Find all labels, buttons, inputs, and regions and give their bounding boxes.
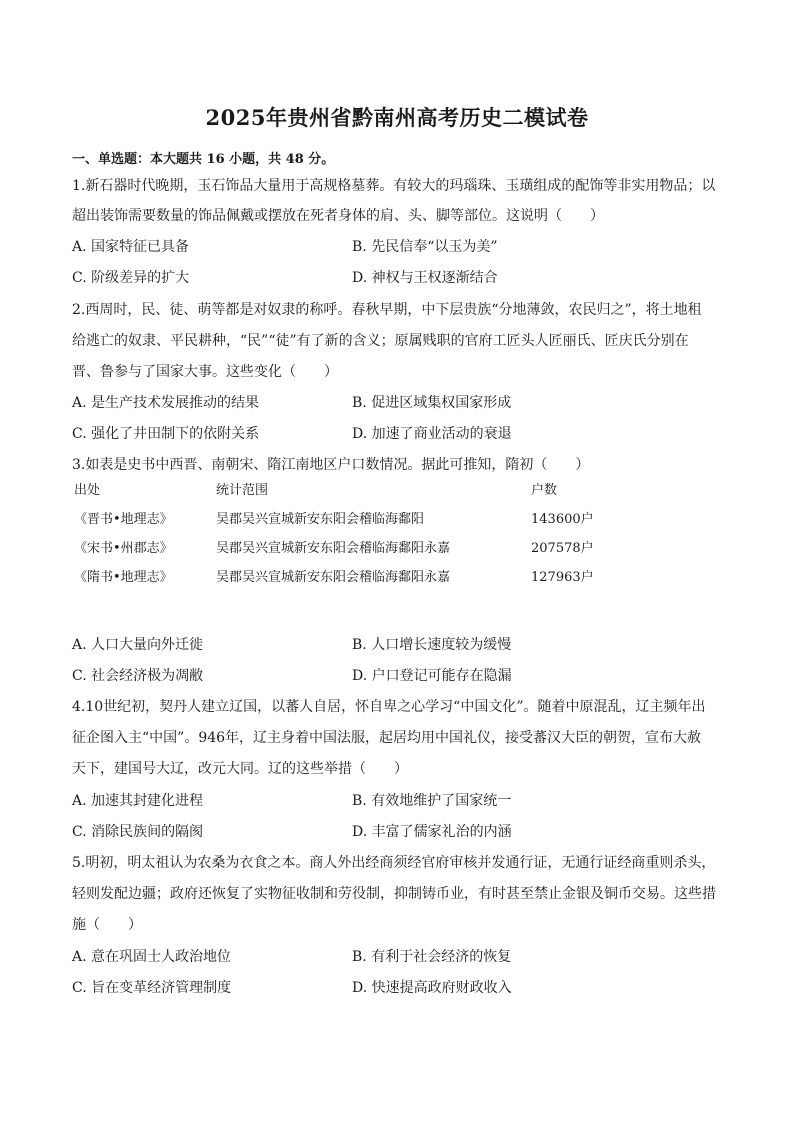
question-3-line-1: 3.如表是史书中西晋、南朝宋、隋江南地区户口数情况。据此可推知，隋初（ ） (72, 457, 590, 473)
question-2-option-d: D. 加速了商业活动的衰退 (352, 426, 512, 442)
table-header-households: 户数 (531, 483, 558, 498)
question-2-line-2: 给逃亡的奴隶、平民耕种，“民”“徒”有了新的含义；原属贱职的官府工匠头人匠丽氏、匠庆氏分别在 (72, 333, 689, 349)
question-5-option-c: C. 旨在变革经济管理制度 (72, 980, 232, 996)
question-1-line-1: 1.新石器时代晚期，玉石饰品大量用于高规格墓葬。有较大的玛瑙珠、玉璜组成的配饰等非实用物品；以 (72, 178, 716, 194)
question-4-line-3: 天下，建国号大辽，改元大同。辽的这些举措（ ） (72, 761, 408, 777)
table-cell-households: 207578户 (531, 541, 594, 556)
question-1-option-b: B. 先民信奉“以玉为美” (352, 239, 498, 255)
question-1-option-d: D. 神权与王权逐渐结合 (352, 270, 498, 286)
question-4-option-b: B. 有效地维护了国家统一 (352, 793, 512, 809)
question-2-line-3: 晋、鲁参与了国家大事。这些变化（ ） (72, 364, 338, 380)
table-cell-households: 143600户 (531, 512, 594, 527)
question-5-option-b: B. 有利于社会经济的恢复 (352, 949, 512, 965)
page-title: 2025年贵州省黔南州高考历史二模试卷 (205, 105, 589, 130)
question-4-option-c: C. 消除民族间的隔阂 (72, 824, 204, 840)
question-4-line-1: 4.10世纪初，契丹人建立辽国，以蕃人自居，怀自卑之心学习“中国文化”。随着中原混乱，辽主频年出 (72, 699, 706, 715)
question-1-option-c: C. 阶级差异的扩大 (72, 270, 190, 286)
question-2-option-a: A. 是生产技术发展推动的结果 (72, 395, 260, 411)
table-header-scope: 统计范围 (216, 483, 269, 498)
question-5-line-1: 5.明初，明太祖认为农桑为衣食之本。商人外出经商须经官府审核并发通行证，无通行证经商重则杀头， (72, 855, 716, 871)
table-cell-households: 127963户 (531, 570, 594, 585)
table-cell-source: 《晋书•地理志》 (74, 512, 173, 527)
question-4-option-a: A. 加速其封建化进程 (72, 793, 204, 809)
question-5-option-a: A. 意在巩固士人政治地位 (72, 949, 232, 965)
table-cell-scope: 吴郡吴兴宣城新安东阳会稽临海鄱阳 (216, 512, 425, 527)
question-1-line-2: 超出装饰需要数量的饰品佩戴或摆放在死者身体的肩、头、脚等部位。这说明（ ） (72, 208, 604, 224)
question-2-line-1: 2.西周时，民、徒、萌等都是对奴隶的称呼。春秋早期，中下层贵族“分地薄敛，农民归之”，将土地租 (72, 302, 702, 318)
question-3-option-d: D. 户口登记可能存在隐漏 (352, 668, 512, 684)
table-cell-source: 《隋书•地理志》 (74, 570, 173, 585)
table-cell-scope: 吴郡吴兴宣城新安东阳会稽临海鄱阳永嘉 (216, 541, 451, 556)
question-5-line-2: 轻则发配边疆；政府还恢复了实物征收制和劳役制，抑制铸币业，有时甚至禁止金银及铜币交易。这些措 (72, 886, 716, 902)
question-1-option-a: A. 国家特征已具备 (72, 239, 190, 255)
section-heading: 一、单选题：本大题共 16 小题，共 48 分。 (72, 152, 335, 167)
question-3-option-a: A. 人口大量向外迁徙 (72, 637, 204, 653)
question-3-option-b: B. 人口增长速度较为缓慢 (352, 637, 512, 653)
question-2-option-b: B. 促进区域集权国家形成 (352, 395, 512, 411)
question-4-option-d: D. 丰富了儒家礼治的内涵 (352, 824, 512, 840)
question-2-option-c: C. 强化了井田制下的依附关系 (72, 426, 260, 442)
table-cell-source: 《宋书•州郡志》 (74, 541, 173, 556)
question-5-line-3: 施（ ） (72, 917, 142, 933)
question-4-line-2: 征企图入主“中国”。946年，辽主身着中国法服，起居均用中国礼仪，接受蕃汉大臣的朝贺，宣布大赦 (72, 730, 702, 746)
question-5-option-d: D. 快速提高政府财政收入 (352, 980, 512, 996)
table-header-source: 出处 (74, 483, 101, 498)
table-cell-scope: 吴郡吴兴宣城新安东阳会稽临海鄱阳永嘉 (216, 570, 451, 585)
question-3-option-c: C. 社会经济极为凋敝 (72, 668, 204, 684)
